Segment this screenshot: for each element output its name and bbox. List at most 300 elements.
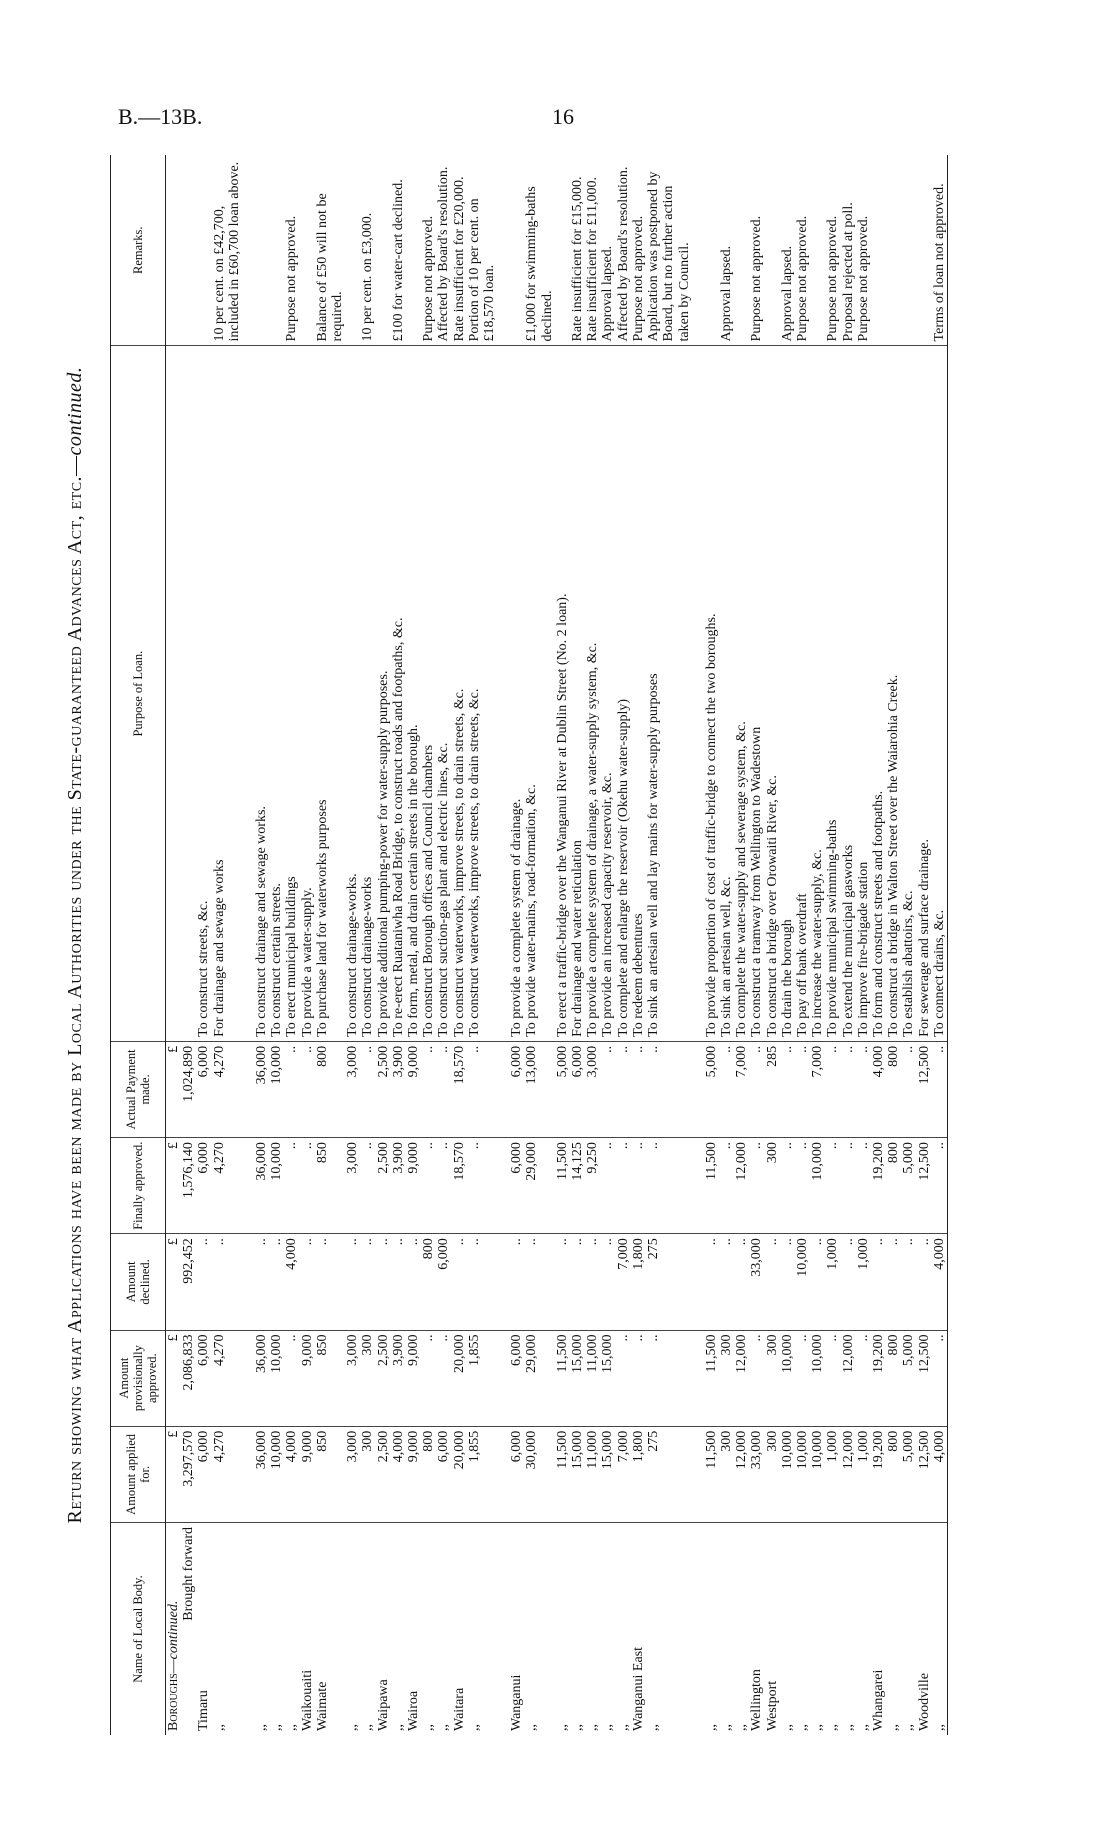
amount-applied: 11,500 (704, 1426, 719, 1522)
loan-purpose: For drainage and sewage works (212, 346, 242, 1041)
loan-purpose: To sink an artesian well, &c. (719, 346, 734, 1041)
amount-paid: .. (360, 1041, 375, 1137)
amount-paid: .. (841, 1041, 856, 1137)
amount-provisional: 12,500 (917, 1330, 932, 1426)
amount-final: 10,000 (810, 1138, 825, 1234)
body-name: ,, (585, 1724, 601, 1731)
loan-purpose: To connect drains, &c. (932, 346, 948, 1041)
loan-purpose: To pay off bank overdraft (795, 346, 810, 1041)
table-row (765, 155, 780, 1735)
loan-purpose: To erect municipal buildings (284, 346, 299, 1041)
table-row (810, 155, 825, 1735)
amount-declined: .. (269, 1234, 284, 1330)
body-name: ,, (840, 1724, 856, 1731)
loan-purpose: To complete the water-supply and sewerage system, &c. (734, 346, 749, 1041)
loan-purpose: To form, metal, and drain certain streets in the borough. (406, 346, 421, 1041)
body-name: ,, (886, 1724, 902, 1731)
amount-provisional: 300 (360, 1330, 375, 1426)
amount-paid: 9,000 (406, 1041, 421, 1137)
amount-final: 5,000 (901, 1138, 916, 1234)
body-name: ,, (254, 1724, 270, 1731)
amount-final: 9,000 (406, 1138, 421, 1234)
amount-declined: .. (212, 1234, 242, 1330)
body-name: ,, (360, 1724, 376, 1731)
amount-provisional: 3,900 (391, 1330, 406, 1426)
remarks (886, 155, 901, 346)
table-row (886, 155, 901, 1735)
body-name: Wanganui (509, 1674, 525, 1731)
amount-provisional: 2,086,833 (181, 1330, 196, 1426)
remarks (196, 155, 211, 346)
body-name: Wanganui East (630, 1646, 646, 1731)
amount-final: 9,250 (585, 1138, 600, 1234)
amount-applied: 10,000 (810, 1426, 825, 1522)
loan-purpose: To complete and enlarge the reservoir (Okehu water-supply) (616, 346, 631, 1041)
amount-declined: .. (254, 1234, 269, 1330)
amount-declined: .. (901, 1234, 916, 1330)
loan-purpose: To purchase land for waterworks purposes (315, 346, 345, 1041)
loan-purpose: To construct drainage-works (360, 346, 375, 1041)
amount-final: 10,000 (269, 1138, 284, 1234)
loan-purpose: To provide an increased capacity reservoir, &c. (600, 346, 615, 1041)
amount-applied: 10,000 (795, 1426, 810, 1522)
table-title (60, 145, 90, 1745)
table-row (704, 155, 719, 1735)
amount-declined: .. (719, 1234, 734, 1330)
table-row (181, 155, 196, 1735)
amount-provisional: 300 (719, 1330, 734, 1426)
amount-declined: .. (780, 1234, 795, 1330)
table-row (646, 155, 692, 1735)
remarks: Purpose not approved. (795, 155, 810, 346)
loan-purpose: To provide a complete system of drainage, a water-supply system, &c. (585, 346, 600, 1041)
remarks: Rate insufficient for £11,000. (585, 155, 600, 346)
table-row (360, 155, 375, 1735)
loan-purpose: To construct streets, &c. (196, 346, 211, 1041)
amount-paid: .. (300, 1041, 315, 1137)
table-row (436, 155, 451, 1735)
amount-applied: 11,000 (585, 1426, 600, 1522)
remarks: Purpose not approved. (856, 155, 871, 346)
amount-final: .. (467, 1138, 497, 1234)
amount-provisional: 15,000 (570, 1330, 585, 1426)
body-name: ,, (718, 1724, 734, 1731)
loan-purpose: To extend the municipal gasworks (841, 346, 856, 1041)
loan-purpose: To drain the borough (780, 346, 795, 1041)
amount-provisional: 1,855 (467, 1330, 497, 1426)
amount-final: .. (825, 1138, 840, 1234)
loan-purpose: To erect a traffic-bridge over the Wanganui River at Dublin Street (No. 2 loan). (555, 346, 570, 1041)
remarks: Approval lapsed. (600, 155, 615, 346)
amount-declined: .. (509, 1234, 524, 1330)
remarks (901, 155, 916, 346)
amount-paid: .. (749, 1041, 764, 1137)
amount-applied: 10,000 (780, 1426, 795, 1522)
body-name: Brought forward (181, 1527, 197, 1621)
table-row (841, 155, 856, 1735)
amount-applied: 10,000 (269, 1426, 284, 1522)
amount-declined: .. (600, 1234, 615, 1330)
amount-final: 300 (765, 1138, 780, 1234)
remarks: £1,000 for swimming-baths declined. (524, 155, 554, 346)
amount-paid: 5,000 (555, 1041, 570, 1137)
remarks: Purpose not approved. (284, 155, 299, 346)
amount-declined: .. (871, 1234, 886, 1330)
amount-paid: 6,000 (509, 1041, 524, 1137)
amount-final: .. (646, 1138, 692, 1234)
amount-declined: .. (452, 1234, 467, 1330)
amount-final: .. (932, 1138, 948, 1234)
amount-declined: .. (734, 1234, 749, 1330)
amount-paid: .. (780, 1041, 795, 1137)
amount-applied: 800 (886, 1426, 901, 1522)
amount-applied: 9,000 (406, 1426, 421, 1522)
remarks (509, 155, 524, 346)
table-row (932, 155, 948, 1735)
body-name: ,, (284, 1724, 300, 1731)
amount-provisional: 29,000 (524, 1330, 554, 1426)
amount-applied: 300 (765, 1426, 780, 1522)
table-row (631, 155, 646, 1735)
amount-paid: 5,000 (704, 1041, 719, 1137)
body-name: ,, (524, 1724, 540, 1731)
table-row (452, 155, 467, 1735)
loan-purpose: To construct drainage-works. (345, 346, 360, 1041)
amount-applied: 6,000 (509, 1426, 524, 1522)
amount-provisional: .. (795, 1330, 810, 1426)
body-name: Wellington (749, 1669, 765, 1731)
amount-declined: .. (704, 1234, 719, 1330)
amount-applied: 4,000 (284, 1426, 299, 1522)
title-continued: continued. (64, 366, 86, 456)
remarks: Affected by Board's resolution. (436, 155, 451, 346)
amount-declined: .. (570, 1234, 585, 1330)
amount-paid: .. (467, 1041, 497, 1137)
amount-paid: 285 (765, 1041, 780, 1137)
amount-provisional: 12,000 (734, 1330, 749, 1426)
amount-paid: .. (421, 1041, 436, 1137)
amount-applied: 20,000 (452, 1426, 467, 1522)
remarks: Purpose not approved. (631, 155, 646, 346)
remarks: Proposal rejected at poll. (841, 155, 856, 346)
amount-paid: 3,000 (345, 1041, 360, 1137)
table-row (795, 155, 810, 1735)
amount-provisional: 12,000 (841, 1330, 856, 1426)
remarks: Affected by Board's resolution. (616, 155, 631, 346)
amount-final: .. (719, 1138, 734, 1234)
table-row (391, 155, 406, 1735)
body-name: ,, (466, 1724, 482, 1731)
amount-applied: 800 (421, 1426, 436, 1522)
body-name: Timaru (196, 1690, 212, 1731)
col-header-remarks: Remarks. (111, 155, 166, 346)
body-name: ,, (646, 1724, 662, 1731)
body-name: ,, (211, 1724, 227, 1731)
amount-provisional: 11,500 (555, 1330, 570, 1426)
amount-applied: 3,297,570 (181, 1426, 196, 1522)
amount-declined: 1,000 (825, 1234, 840, 1330)
title-main: Return showing what Applications have been made by Local Authorities under the State-guaranteed Advances Act, etc.— (64, 455, 86, 1524)
amount-provisional: 300 (765, 1330, 780, 1426)
loan-purpose: To provide a complete system of drainage. (509, 346, 524, 1041)
body-name: ,, (390, 1724, 406, 1731)
loan-purpose (181, 346, 196, 1041)
amount-applied: 300 (360, 1426, 375, 1522)
body-name: Waitara (451, 1687, 467, 1731)
table-row (406, 155, 421, 1735)
body-name: ,, (421, 1724, 437, 1731)
amount-provisional: 6,000 (196, 1330, 211, 1426)
amount-final: 14,125 (570, 1138, 585, 1234)
amount-final: 850 (315, 1138, 345, 1234)
amount-declined: .. (467, 1234, 497, 1330)
amount-provisional: .. (825, 1330, 840, 1426)
table-row (719, 155, 734, 1735)
body-name: ,, (932, 1523, 948, 1736)
amount-paid: 36,000 (254, 1041, 269, 1137)
amount-final: 2,500 (376, 1138, 391, 1234)
remarks: £100 for water-cart declined. (391, 155, 406, 346)
body-name: ,, (855, 1724, 871, 1731)
loan-purpose: To provide municipal swimming-baths (825, 346, 840, 1041)
amount-paid: 18,570 (452, 1041, 467, 1137)
col-header-purpose: Purpose of Loan. (111, 346, 166, 1041)
body-name: ,, (345, 1724, 361, 1731)
amount-declined: .. (196, 1234, 211, 1330)
loan-purpose: To provide a water-supply. (300, 346, 315, 1041)
amount-final: .. (616, 1138, 631, 1234)
amount-applied: 3,000 (345, 1426, 360, 1522)
table-row (196, 155, 211, 1735)
table-row (616, 155, 631, 1735)
amount-declined: .. (300, 1234, 315, 1330)
amount-paid: 800 (886, 1041, 901, 1137)
body-name: Waimate (314, 1681, 330, 1731)
amount-applied: 7,000 (616, 1426, 631, 1522)
remarks (765, 155, 780, 346)
body-name: ,, (825, 1724, 841, 1731)
amount-final: 19,200 (871, 1138, 886, 1234)
amount-final: .. (436, 1138, 451, 1234)
body-name: Wairoa (406, 1690, 422, 1731)
page-reference: B.—13B. (118, 104, 203, 129)
amount-final: .. (856, 1138, 871, 1234)
loan-purpose: To provide additional pumping-power for water-supply purposes. (376, 346, 391, 1041)
loan-purpose: To construct drainage and sewage works. (254, 346, 269, 1041)
amount-provisional: .. (616, 1330, 631, 1426)
amount-final: .. (600, 1138, 615, 1234)
table-row (284, 155, 299, 1735)
amount-provisional: 6,000 (509, 1330, 524, 1426)
amount-declined: 1,800 (631, 1234, 646, 1330)
amount-applied: 15,000 (570, 1426, 585, 1522)
amount-paid: 4,270 (212, 1041, 242, 1137)
table-row (467, 155, 497, 1735)
amount-paid: 13,000 (524, 1041, 554, 1137)
amount-applied: 9,000 (300, 1426, 315, 1522)
amount-declined: 800 (421, 1234, 436, 1330)
amount-provisional: .. (631, 1330, 646, 1426)
remarks: Balance of £50 will not be required. (315, 155, 345, 346)
remarks (734, 155, 749, 346)
amount-applied: 15,000 (600, 1426, 615, 1522)
amount-final: .. (360, 1138, 375, 1234)
amount-declined: .. (810, 1234, 825, 1330)
amount-final: .. (284, 1138, 299, 1234)
amount-final: 29,000 (524, 1138, 554, 1234)
remarks (810, 155, 825, 346)
remarks: Rate insufficient for £15,000. (570, 155, 585, 346)
amount-paid: 800 (315, 1041, 345, 1137)
amount-declined: .. (345, 1234, 360, 1330)
amount-applied: 12,000 (841, 1426, 856, 1522)
loan-purpose: For drainage and water reticulation (570, 346, 585, 1041)
table-header-row (111, 155, 166, 1735)
remarks (345, 155, 360, 346)
amount-provisional: 3,000 (345, 1330, 360, 1426)
table-row (780, 155, 795, 1735)
amount-provisional: 9,000 (406, 1330, 421, 1426)
amount-paid: 4,000 (871, 1041, 886, 1137)
body-name: Westport (764, 1680, 780, 1731)
amount-applied: 1,000 (856, 1426, 871, 1522)
amount-paid: 2,500 (376, 1041, 391, 1137)
amount-declined: .. (585, 1234, 600, 1330)
amount-declined: .. (841, 1234, 856, 1330)
amount-applied: 33,000 (749, 1426, 764, 1522)
table-row (600, 155, 615, 1735)
amount-final: .. (300, 1138, 315, 1234)
remarks: Purpose not approved. (421, 155, 436, 346)
amount-declined: .. (555, 1234, 570, 1330)
col-header-applied: Amount applied for. (111, 1426, 166, 1522)
table-row (345, 155, 360, 1735)
body-name: Waikouaiti (299, 1669, 315, 1731)
remarks (704, 155, 719, 346)
remarks (555, 155, 570, 346)
table-row (734, 155, 749, 1735)
amount-final: 11,500 (555, 1138, 570, 1234)
amount-final: 18,570 (452, 1138, 467, 1234)
loan-purpose: To construct a bridge over Orowaiti River, &c. (765, 346, 780, 1041)
amount-provisional: 11,500 (704, 1330, 719, 1426)
amount-declined: .. (886, 1234, 901, 1330)
table-row (212, 155, 242, 1735)
amount-provisional: 11,000 (585, 1330, 600, 1426)
amount-provisional: 19,200 (871, 1330, 886, 1426)
amount-declined: .. (391, 1234, 406, 1330)
amount-paid: .. (856, 1041, 871, 1137)
table-row (917, 155, 932, 1735)
remarks: Portion of 10 per cent. on £18,570 loan. (467, 155, 497, 346)
amount-provisional: 36,000 (254, 1330, 269, 1426)
col-header-paid: Actual Payment made. (111, 1041, 166, 1137)
rotated-page-content (60, 145, 1060, 1745)
amount-final: 6,000 (509, 1138, 524, 1234)
remarks (376, 155, 391, 346)
amount-declined: 33,000 (749, 1234, 764, 1330)
amount-provisional: 10,000 (269, 1330, 284, 1426)
amount-applied: 850 (315, 1426, 345, 1522)
amount-applied: 4,270 (212, 1426, 242, 1522)
remarks (871, 155, 886, 346)
loan-purpose: To construct a tramway from Wellington to Wadestown (749, 346, 764, 1041)
amount-provisional: 4,270 (212, 1330, 242, 1426)
amount-declined: 4,000 (284, 1234, 299, 1330)
remarks (917, 155, 932, 346)
section-row (166, 155, 182, 1735)
amount-provisional: 10,000 (810, 1330, 825, 1426)
amount-provisional: .. (749, 1330, 764, 1426)
amount-paid: 10,000 (269, 1041, 284, 1137)
amount-final: 4,270 (212, 1138, 242, 1234)
amount-final: 800 (886, 1138, 901, 1234)
amount-final: 3,900 (391, 1138, 406, 1234)
amount-applied: 4,000 (391, 1426, 406, 1522)
table-row (269, 155, 284, 1735)
loan-purpose: To construct waterworks, improve streets, to drain streets, &c. (452, 346, 467, 1041)
amount-final: .. (421, 1138, 436, 1234)
amount-provisional: .. (856, 1330, 871, 1426)
remarks: Purpose not approved. (749, 155, 764, 346)
table-row (871, 155, 886, 1735)
amount-final: 6,000 (196, 1138, 211, 1234)
loan-purpose: To construct Borough offices and Council chambers (421, 346, 436, 1041)
loan-purpose: To establish abattoirs, &c. (901, 346, 916, 1041)
loan-purpose: For sewerage and surface drainage. (917, 346, 932, 1041)
loan-purpose: To provide proportion of cost of traffic-bridge to connect the two boroughs. (704, 346, 719, 1041)
amount-paid: 3,000 (585, 1041, 600, 1137)
amount-paid: .. (631, 1041, 646, 1137)
amount-paid: .. (284, 1041, 299, 1137)
table-row (315, 155, 345, 1735)
currency-symbol: £ (166, 1041, 182, 1137)
body-name: ,, (269, 1724, 285, 1731)
table-row (509, 155, 524, 1735)
amount-paid: .. (646, 1041, 692, 1137)
amount-paid: 7,000 (734, 1041, 749, 1137)
loan-purpose: To construct waterworks, improve streets, to drain streets, &c. (467, 346, 497, 1041)
amount-final: 1,576,140 (181, 1138, 196, 1234)
amount-provisional: 20,000 (452, 1330, 467, 1426)
amount-final: 36,000 (254, 1138, 269, 1234)
loan-purpose: To redeem debentures (631, 346, 646, 1041)
body-name: ,, (703, 1724, 719, 1731)
amount-final: .. (795, 1138, 810, 1234)
body-name: ,, (554, 1724, 570, 1731)
amount-provisional: 2,500 (376, 1330, 391, 1426)
body-name: Whangarei (870, 1669, 886, 1731)
body-name: ,, (600, 1724, 616, 1731)
amount-declined: 7,000 (616, 1234, 631, 1330)
amount-declined: .. (360, 1234, 375, 1330)
table-row (856, 155, 871, 1735)
amount-paid: .. (901, 1041, 916, 1137)
amount-paid: .. (825, 1041, 840, 1137)
loan-purpose: To form and construct streets and footpaths. (871, 346, 886, 1041)
loan-purpose: To provide water-mains, road-formation, &c. (524, 346, 554, 1041)
amount-paid: .. (600, 1041, 615, 1137)
amount-provisional: .. (436, 1330, 451, 1426)
remarks (269, 155, 284, 346)
amount-final: .. (841, 1138, 856, 1234)
table-row (749, 155, 764, 1735)
col-header-final: Finally approved. (111, 1138, 166, 1234)
loan-purpose: To construct a bridge in Walton Street over the Waiarohia Creek. (886, 346, 901, 1041)
table-row (524, 155, 554, 1735)
loan-purpose: To construct certain streets. (269, 346, 284, 1041)
remarks: 10 per cent. on £42,700, included in £60,700 loan above. (212, 155, 242, 346)
